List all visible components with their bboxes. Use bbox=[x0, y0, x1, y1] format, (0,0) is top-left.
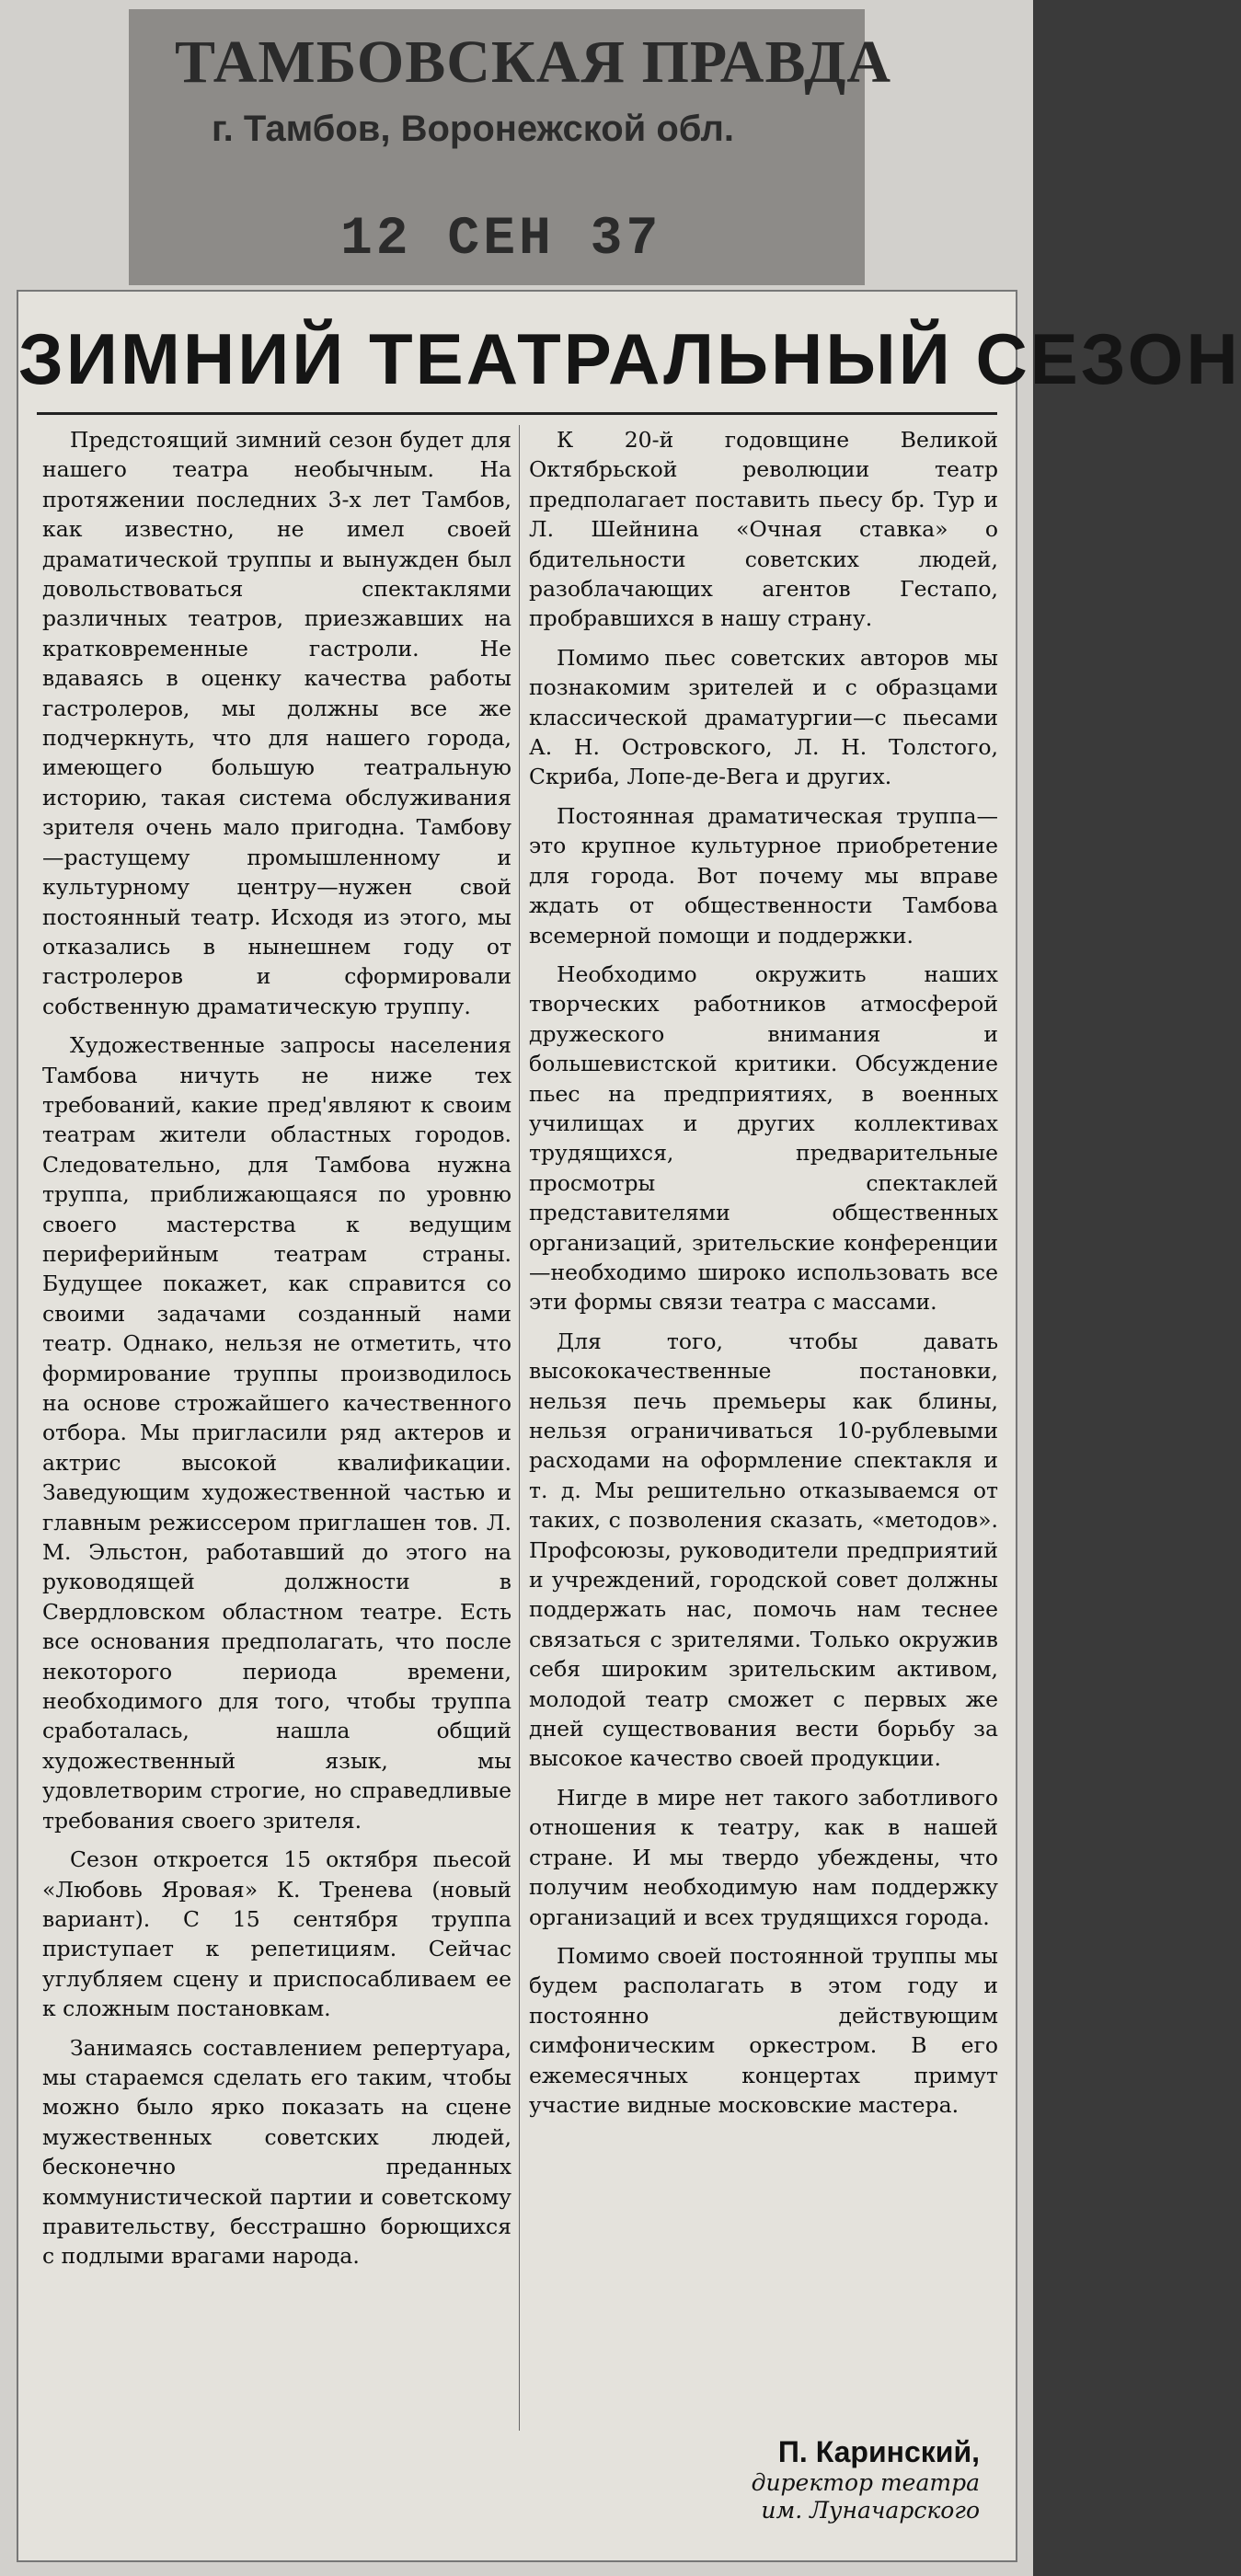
paragraph: Помимо пьес советских авторов мы познакомим зрителей и с образцами классической драматургии—с пьесами А. Н. Островского, Л. Н. Толстого, Скриба, Лопе-де-Вега и других. bbox=[529, 644, 998, 790]
left-column bbox=[42, 425, 511, 2281]
paragraph: Предстоящий зимний сезон будет для нашего театра необычным. На протяжении последних 3-х лет Тамбов, как известно, не имел своей драматической труппы и вынужден был довольствоваться спектаклями различных театров, приезжавших на кратковременные гастроли. Не вдаваясь в оценку качества работы гастролеров, мы должны все же подчеркнуть, что для нашего города, имеющего большую театральную историю, такая система обслуживания зрителя очень мало пригодна. Тамбову—растущему промышленному и культурному центру—нужен свой постоянный театр. Исходя из этого, мы отказались в нынешнем году от гастролеров и сформировали собственную драматическую труппу. bbox=[42, 427, 511, 1019]
clipping-date: 12 СЕН 37 bbox=[340, 210, 662, 270]
paragraph: Для того, чтобы давать высококачественные постановки, нельзя печь премьеры как блины, нельзя ограничиваться 10-рублевыми расходами на оформление спектакля и т. д. Мы решительно отказываемся от таких, с позволения сказать, «методов». Профсоюзы, руководители предприятий и учреждений, городской совет должны поддержать нас, помочь нам теснее связаться с зрителями. Только окружив себя широким зрительским активом, молодой театр сможет с первых же дней существования вести борьбу за высокое качество своей продукции. bbox=[529, 1328, 998, 1772]
paragraph: К 20-й годовщине Великой Октябрьской революции театр предполагает поставить пьесу бр. Тур и Л. Шейнина «Очная ставка» о бдительности советских людей, разоблачающих агентов Гестапо, пробравшихся в нашу страну. bbox=[529, 427, 998, 632]
paragraph: Необходимо окружить наших творческих работников атмосферой дружеского внимания и большевистской критики. Обсуждение пьес на предприятиях, в военных училищах и других коллективах трудящихся, предварительные просмотры спектаклей представителями общественных организаций, зрительские конференции—необходимо широко использовать все эти формы связи театра с массами. bbox=[529, 960, 998, 1316]
paragraph: Помимо своей постоянной труппы мы будем располагать в этом году и постоянно действующим симфоническим оркестром. В его ежемесячных концертах примут участие видные московские мастера. bbox=[529, 1942, 998, 2118]
column-divider bbox=[519, 425, 520, 2431]
paragraph: Занимаясь составлением репертуара, мы стараемся сделать его таким, чтобы можно было ярко показать на сцене мужественных советских людей, бесконечно преданных коммунистической партии и советскому правительству, бесстрашно борющихся с подлыми врагами народа. bbox=[42, 2034, 511, 2270]
paragraph: Нигде в мире нет такого заботливого отношения к театру, как в нашей стране. И мы твердо убеждены, что получим необходимую нам поддержку организаций и всех трудящихся города. bbox=[529, 1784, 998, 1930]
headline-rule bbox=[37, 412, 997, 415]
paragraph: Художественные запросы населения Тамбова ничуть не ниже тех требований, какие пред'являют к своим театрам жители областных городов. Следовательно, для Тамбова нужна труппа, приближающаяся по уровню своего мастерства к ведущим периферийным театрам страны. Будущее покажет, как справится со своими задачами созданный нами театр. Однако, нельзя не отметить, что формирование труппы производилось на основе строжайшего качественного отбора. Мы пригласили ряд актеров и актрис высокой квалификации. Заведующим художественной частью и главным режиссером приглашен тов. Л. М. Эльстон, работавший до этого на руководящей должности в Свердловском областном театре. Есть все основания предполагать, что после некоторого периода времени, необходимого для того, чтобы труппа сработалась, нашла общий художественный язык, мы удовлетворим строгие, но справедливые требования своего зрителя. bbox=[42, 1032, 511, 1834]
article-signature bbox=[529, 2435, 998, 2524]
right-column bbox=[529, 425, 998, 2129]
article-headline: ЗИМНИЙ ТЕАТРАЛЬНЫЙ СЕЗОН bbox=[18, 318, 1241, 399]
paragraph: Постоянная драматическая труппа—это крупное культурное приобретение для города. Вот почему мы вправе ждать от общественности Тамбова всемерной помощи и поддержки. bbox=[529, 802, 998, 949]
author-role: директор театра bbox=[751, 2469, 980, 2496]
author-name: П. Каринский, bbox=[777, 2435, 980, 2468]
author-role-theatre: им. Луначарского bbox=[761, 2497, 980, 2524]
paragraph: Сезон откроется 15 октября пьесой «Любовь Яровая» К. Тренева (новый вариант). С 15 сентября труппа приступает к репетициям. Сейчас углубляем сцену и приспосабливаем ее к сложным постановкам. bbox=[42, 1846, 511, 2022]
newspaper-clipping bbox=[17, 290, 1241, 2562]
newspaper-city: г. Тамбов, Воронежской обл. bbox=[212, 109, 735, 149]
newspaper-name: ТАМБОВСКАЯ ПРАВДА bbox=[175, 29, 892, 96]
